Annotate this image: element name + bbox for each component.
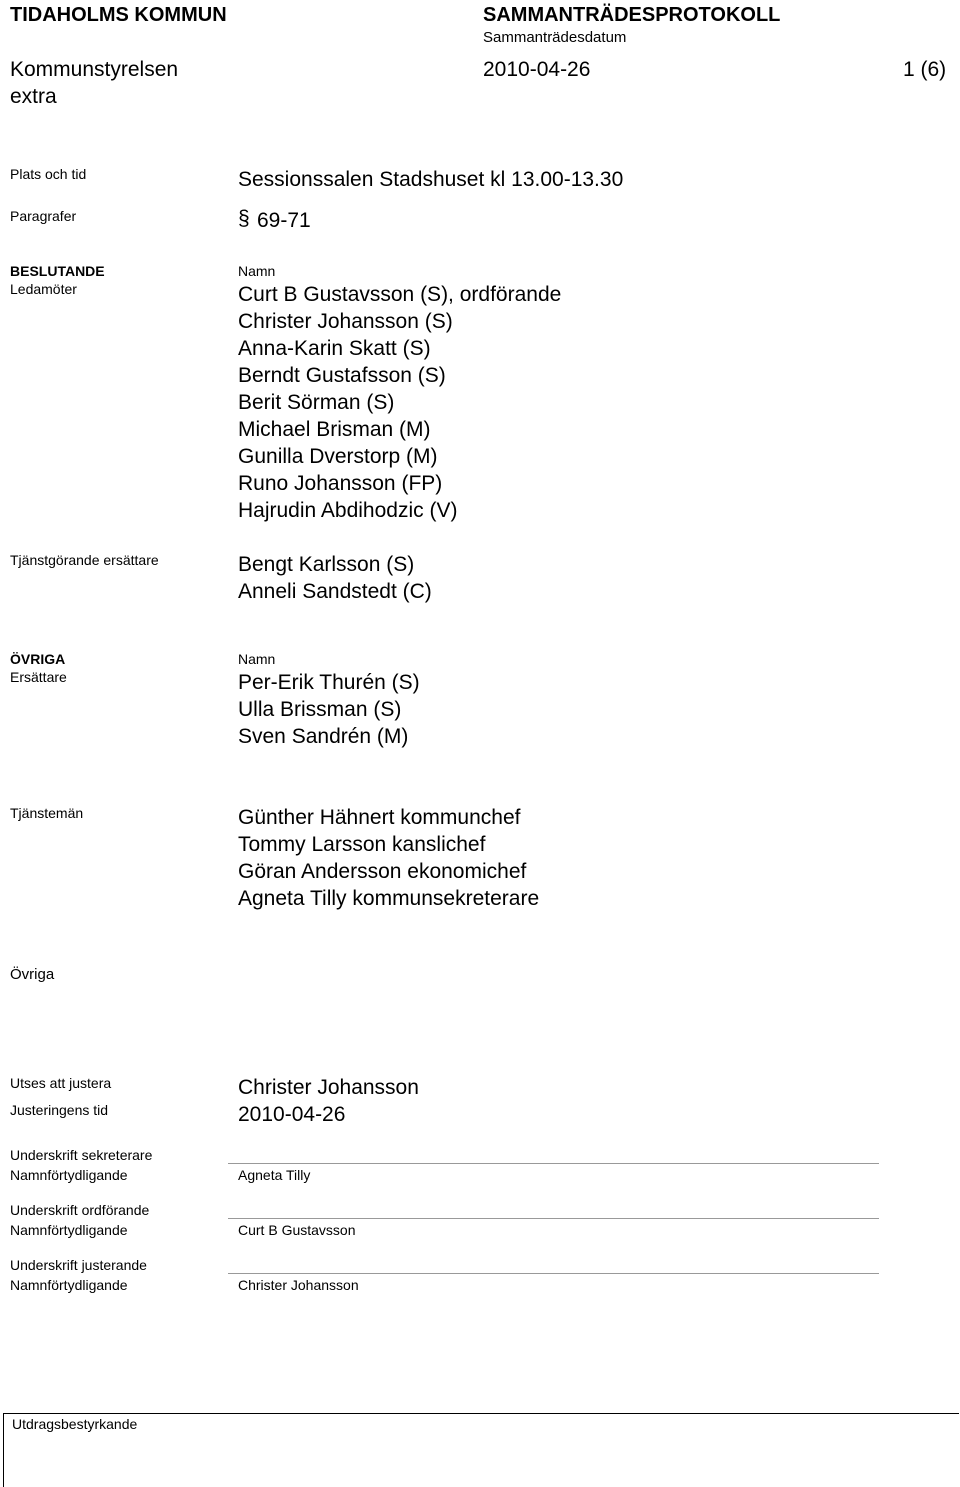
signature-name: Agneta Tilly [238,1167,311,1183]
ovriga-heading: ÖVRIGA [10,651,66,667]
member-name: Christer Johansson (S) [238,310,453,333]
substitute-name: Anneli Sandstedt (C) [238,580,432,603]
officials-list [238,804,539,912]
official-name: Agneta Tilly kommunsekreterare [238,887,540,910]
officials-label: Tjänstemän [10,805,84,821]
justering-time-label: Justeringens tid [10,1102,109,1118]
member-name: Berit Sörman (S) [238,391,395,414]
appointed-label: Utses att justera [10,1075,112,1091]
member-name: Gunilla Dverstorp (M) [238,445,438,468]
member-name: Berndt Gustafsson (S) [238,364,446,387]
meeting-date: 2010-04-26 [483,58,591,81]
member-name: Michael Brisman (M) [238,418,431,441]
signature-line [228,1163,879,1164]
signature-line [228,1218,879,1219]
extract-box [3,1413,959,1487]
substitute-name: Bengt Karlsson (S) [238,553,415,576]
official-name: Tommy Larsson kanslichef [238,833,486,856]
paragraphs-value: 69-71 [257,209,311,232]
meeting-date-label: Sammanträdesdatum [483,29,627,46]
org-name: TIDAHOLMS KOMMUN [10,4,227,26]
member-name: Anna-Karin Skatt (S) [238,337,431,360]
extract-label: Utdragsbestyrkande [12,1416,138,1432]
signature-line [228,1273,879,1274]
signature-name: Curt B Gustavsson [238,1222,356,1238]
signature-role: Underskrift justerande [10,1257,147,1273]
signature-role: Underskrift sekreterare [10,1147,153,1163]
members-list [238,281,561,524]
ovriga-col-header: Namn [238,651,276,667]
page-number: 1 (6) [903,58,947,81]
beslutande-col-header: Namn [238,263,276,279]
beslutande-sub: Ledamöter [10,281,77,297]
official-name: Günther Hähnert kommunchef [238,806,521,829]
ovriga-substitute-name: Ulla Brissman (S) [238,698,402,721]
place-label: Plats och tid [10,166,87,182]
official-name: Göran Andersson ekonomichef [238,860,527,883]
place-value: Sessionssalen Stadshuset kl 13.00-13.30 [238,168,624,191]
ovriga-substitutes-list [238,669,420,750]
signature-clarify-label: Namnförtydligande [10,1277,128,1293]
others-label: Övriga [10,966,55,983]
member-name: Runo Johansson (FP) [238,472,443,495]
paragraphs-sign: § [238,207,250,230]
ovriga-substitute-name: Per-Erik Thurén (S) [238,671,420,694]
beslutande-heading: BESLUTANDE [10,263,105,279]
substitutes-list [238,551,432,605]
substitutes-label: Tjänstgörande ersättare [10,552,159,568]
committee-name: Kommunstyrelsen [10,58,179,81]
ovriga-substitute-name: Sven Sandrén (M) [238,725,409,748]
signature-role: Underskrift ordförande [10,1202,150,1218]
signature-clarify-label: Namnförtydligande [10,1222,128,1238]
member-name: Hajrudin Abdihodzic (V) [238,499,458,522]
signature-name: Christer Johansson [238,1277,359,1293]
member-name: Curt B Gustavsson (S), ordförande [238,283,562,306]
justering-time-value: 2010-04-26 [238,1103,346,1126]
appointed-value: Christer Johansson [238,1076,419,1099]
paragraphs-label: Paragrafer [10,208,77,224]
ovriga-sub: Ersättare [10,669,67,685]
committee-sub: extra [10,85,57,108]
signature-clarify-label: Namnförtydligande [10,1167,128,1183]
document-type: SAMMANTRÄDESPROTOKOLL [483,4,781,26]
